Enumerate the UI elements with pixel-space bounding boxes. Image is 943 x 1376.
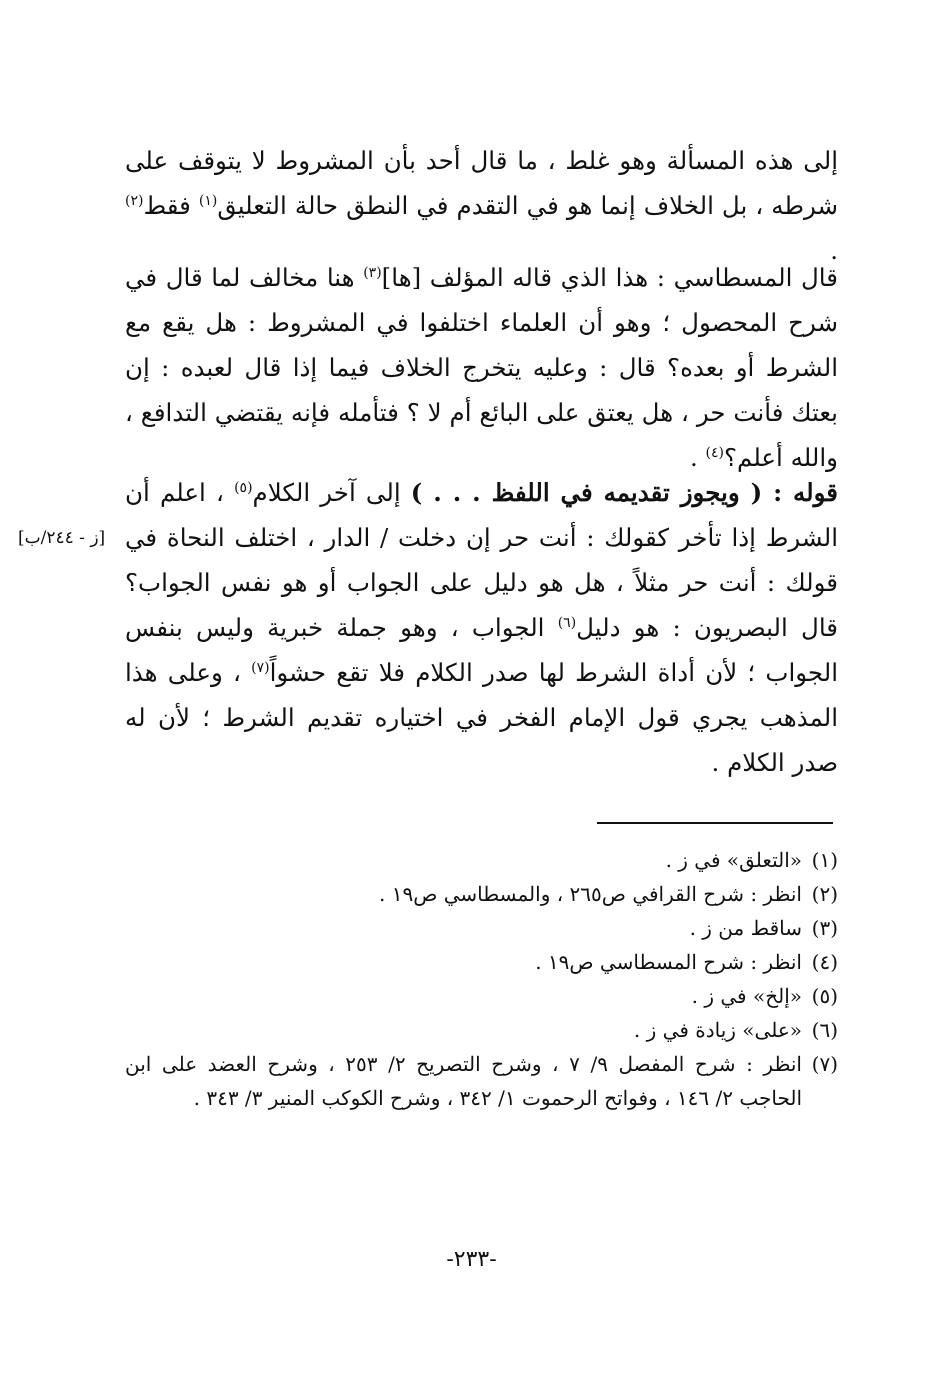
paragraph-1-text-a: إلى هذه المسألة وهو غلط ، ما قال أحد بأن المشروط لا يتوقف على شرطه ، بل الخلاف إنما هو في التقدم في النطق حالة التعليق [125,146,838,220]
page-number: -٢٣٣- [446,1247,497,1272]
footnote-text: انظر : شرح المفصل ٩/ ٧ ، وشرح التصريح ٢/ ٢٥٣ ، وشرح العضد على ابن الحاجب ٢/ ١٤٦ ، وفواتح الرحموت ١/ ٣٤٢ ، وشرح الكوكب المنير ٣/ ٣٤٣ . [125,1052,802,1110]
footnote-ref-1: (١) [198,192,218,209]
footnotes [125,843,838,1115]
footnote-item [125,1013,838,1047]
footnote-ref-5: (٥) [234,479,253,496]
paragraph-1-text-b: فقط [143,191,199,220]
footnote-ref-2: (٢) [125,192,144,209]
footnote-ref-3: (٣) [363,264,382,281]
footnote-text: ساقط من ز . [689,916,802,940]
paragraph-2-text-a: قال المسطاسي : هذا الذي قاله المؤلف [ها] [381,263,838,292]
paragraph-1-text-c: . [830,236,838,265]
footnote-item [125,945,838,979]
footnote-separator [597,822,833,824]
footnote-item [125,877,838,911]
paragraph-2 [125,255,838,480]
footnote-ref-6: (٦) [557,614,577,631]
manuscript-margin-note: [ز - ٢٤٤/ب] [18,528,106,548]
footnote-item [125,1047,838,1115]
footnote-ref-7: (٧) [251,659,270,676]
footnote-item [125,911,838,945]
footnote-number: (٦) [811,1018,838,1042]
paragraph-1 [125,138,838,273]
footnote-text: «على» زيادة في ز . [633,1018,802,1042]
footnote-number: (٧) [811,1052,838,1076]
footnote-item [125,979,838,1013]
paragraph-2-text-b: هنا مخالف لما قال في شرح المحصول ؛ وهو أن العلماء اختلفوا في المشروط : هل يقع مع الشرط أو بعده؟ قال : وعليه يتخرج الخلاف فيما إذا قال لعبده : إن بعتك فأنت حر ، هل يعتق على البائع أم لا ؟ فتأمله فإنه يقتضي التدافع ، والله أعلم؟ [125,263,838,472]
footnote-text: انظر : شرح القرافي ص٢٦٥ ، والمسطاسي ص١٩ . [378,882,802,906]
footnote-number: (٢) [811,882,838,906]
footnote-text: «إلخ» في ز . [691,984,802,1008]
footnote-number: (٥) [811,984,838,1008]
paragraph-3 [125,470,838,785]
footnote-ref-4: (٤) [705,444,725,461]
footnote-item [125,843,838,877]
footnote-number: (٤) [811,950,838,974]
paragraph-2-text-c: . [689,443,706,472]
paragraph-3-text-a: إلى آخر الكلام [252,478,411,507]
footnote-number: (٣) [811,916,838,940]
footnote-number: (١) [811,848,838,872]
paragraph-3-text-c: الجواب ، وهو جملة خبرية وليس بنفس الجواب ؛ لأن أداة الشرط لها صدر الكلام فلا تقع حشواً [125,613,838,687]
paragraph-3-text-d: ، وعلى هذا المذهب يجري قول الإمام الفخر في اختياره تقديم الشرط ؛ لأن له صدر الكلام . [125,658,838,777]
footnote-text: انظر : شرح المسطاسي ص١٩ . [535,950,802,974]
footnote-text: «التعلق» في ز . [665,848,802,872]
paragraph-3-lead: قوله : ( ويجوز تقديمه في اللفظ . . . ) [410,478,838,507]
paragraph-3-text-b: ، اعلم أن الشرط إذا تأخر كقولك : أنت حر إن دخلت / الدار ، اختلف النحاة في قولك : أنت حر مثلاً ، هل هو دليل على الجواب أو هو نفس الجواب؟ قال البصريون : هو دليل [125,478,838,642]
